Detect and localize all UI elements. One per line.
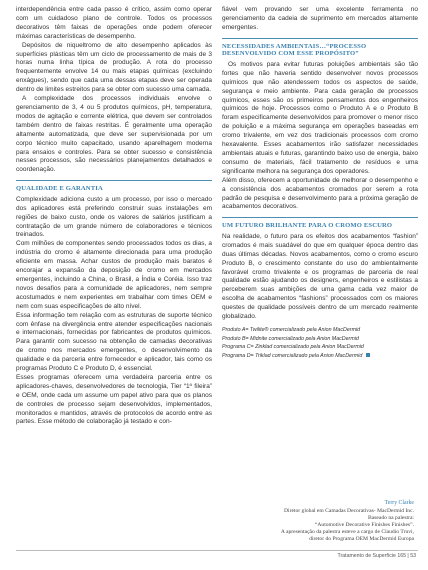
paragraph: Na realidade, o futuro para os efeitos dos acabamentos “fashion” cromados é mais suadável do que em qualquer época dentro das duas últimas décadas. Novos acabamentos, como o cromo escuro Produto B, o crescimento constante do uso do ambientalmente favorável cromo trivalente e os programas de parceria de real qualidade estão ajudando os designers, engenheiros e estilistas a perceberem suas ambições de uma gama cada vez maior de escolha de acabamentos “fashions” processados com os maiores questes de qualidade possíveis dentro de um mercado realmente globalizado.: [222, 232, 418, 321]
footer-divider: [16, 550, 418, 551]
section-heading-future: UM FUTURO BRILHANTE PARA O CROMO ESCURO: [222, 217, 418, 230]
product-note: Produto A= Twilite® comercializado pela Anion MacDermid: [222, 326, 361, 333]
left-column: [16, 6, 212, 427]
paragraph: Essa informação tem relação com as estruturas de suporte técnico com ênfase na divergência entre atender especificações nacionais e internacionais, fornecidas por fabricantes de produtos químicos. Para garantir com sucesso na obtenção de camadas decorativas de cromo nos mercados emergentes, o desenvolvimento da qualidade e da parceria entre fornecedor e aplicador, tais como os programas Produto C e Produto D, é essencial.: [16, 311, 212, 373]
paragraph: Além disso, oferecem a oportunidade de melhorar o desempenho e a consistência dos acabamentos cromados por serem a rota padrão de pesquisa e desenvolvimento para a próxima geração de acabamentos decorativos.: [222, 176, 418, 211]
paragraph: fiável vem provando ser uma excelente ferramenta no gerenciamento da cadeia de suprimento em mercados altamente emergentes.: [222, 6, 418, 31]
product-note: Produto B= Midnite comercializado pela Anion MacDermid: [222, 335, 359, 342]
page-footer: Tratamento de Superfície 165 | 53: [337, 553, 416, 559]
author-name: Terry Clarke: [384, 500, 414, 506]
section-heading-environment: NECESSIDADES AMBIENTAIS…“PROCESSO DESENVOLVIDO COM ESSE PROPÓSITO”: [222, 38, 418, 58]
product-list: [222, 326, 418, 360]
section-heading-quality: QUALIDADE E GARANTIA: [16, 180, 212, 193]
paragraph: A complexidade dos processos individuais envolve o gerenciamento de 3, 4 ou 5 produtos químicos, pH, temperatura, modos de agitação e corrente elétrica, que devem ser controlados também dentro de faixas restritas. É geralmente uma operação altamente automatizada, que deve ser supervisionada por um corpo técnico muito capacitado, usando aparelhagem moderna para ensaios e controles. Para se obter sucesso e consistência nesses processos, são necessários planejamentos detalhados e coordenação.: [16, 95, 212, 174]
author-title: Diretor global em Camadas Decorativas- MacDermid Inc.: [283, 507, 414, 514]
product-note: Programa C= Zinklad comercializado pela Anion MacDermid: [222, 344, 364, 351]
product-note-text: Programa D= Triklad comercializado pela Anion MacDermid: [222, 352, 363, 359]
paragraph: interdependência entre cada passo é crítico, assim como operar com um cuidadoso plano de controle. Todos os processos decorativos têm faixas de operações onde podem oferecer máximas características de desempenho.: [16, 6, 212, 40]
author-source: Baseado na palestra:: [368, 514, 414, 521]
product-note: [222, 352, 418, 361]
author-presenter: A apresentação da palestra esteve a cargo de Claudio Truvi,: [280, 529, 414, 536]
paragraph: Os motivos para evitar futuras poluições ambientais são tão fortes que não haveria sentido desenvolver novos processos químicos que não atendessem todos os aspectos de saúde, segurança e meio ambiente. Para cada geração de processos químicos, esses são os primeiros pensamentos dos engenheiros químicos de hoje. Processos como o Produto A e o Produto B foram especificamente desenvolvidos para promover o menor risco de poluição e a máxima segurança em operações baseadas em cromo trivalente, em vez dos tradicionais processos com cromo hexavalente. Esses acabamentos irão satisfazer necessidades ambientais atuais e futuras, garantindo baixo uso de energia, baixo consumo de materiais, fácil tratamento de resíduos e uma significante melhora na segurança dos operadores.: [222, 60, 418, 175]
paragraph: Complexidade adiciona custo a um processo, por isso o mercado dos aplicadores está preferindo construir suas instalações em regiões de baixo custo, onde os valores de salários justificam a contratação de um grande número de colaboradores e técnicos treinados.: [16, 195, 212, 239]
author-presenter-role: diretor do Programa OEM MacDermid Europa: [309, 536, 414, 543]
right-column: [222, 6, 418, 360]
paragraph: Depósitos de niqueltromo de alto desempenho aplicados às superfícies plásticas têm um ciclo de processamento de mais de 3 horas numa linha típica de produção. A rota do processo frequentemente envolve 14 ou mais etapas químicas (excluindo enxágues), sendo que cada uma dessas etapas deve ser operada dentro de limites estreitos para se obter com sucesso uma camada.: [16, 41, 212, 94]
author-block: [222, 500, 414, 544]
end-mark-icon: [366, 353, 370, 357]
author-talk-title: “Automotive Decorative Finishes Finishes”.: [314, 521, 414, 528]
paragraph: Com milhões de componentes sendo processados todos os dias, a indústria do cromo é altamente direcionada para uma produção eficiente em massa. Achar custos de produção mais baratos é encorajar a expansão da deposição de cromo em mercados emergentes, incluindo a China, o Brasil, a Índia e Coréia. Isso traz novos desafios para a comunidade de aplicadores, nem sempre acostumados e nem experientes em trabalhar com times OEM e nem com suas especificações de alto nível.: [16, 240, 212, 310]
paragraph: Esses programas oferecem uma verdadeira parceria entre os aplicadores-chaves, desenvolvedores de tecnologia, Tier “1º fileira” e OEM, onde cada um assume um papel ativo para que os planos de controles de processo sejam desenvolvidos, implementados, monitorados e mantidos, através de protocolos de acordo entre as partes. Esse método de colaboração já testado e con-: [16, 373, 212, 426]
